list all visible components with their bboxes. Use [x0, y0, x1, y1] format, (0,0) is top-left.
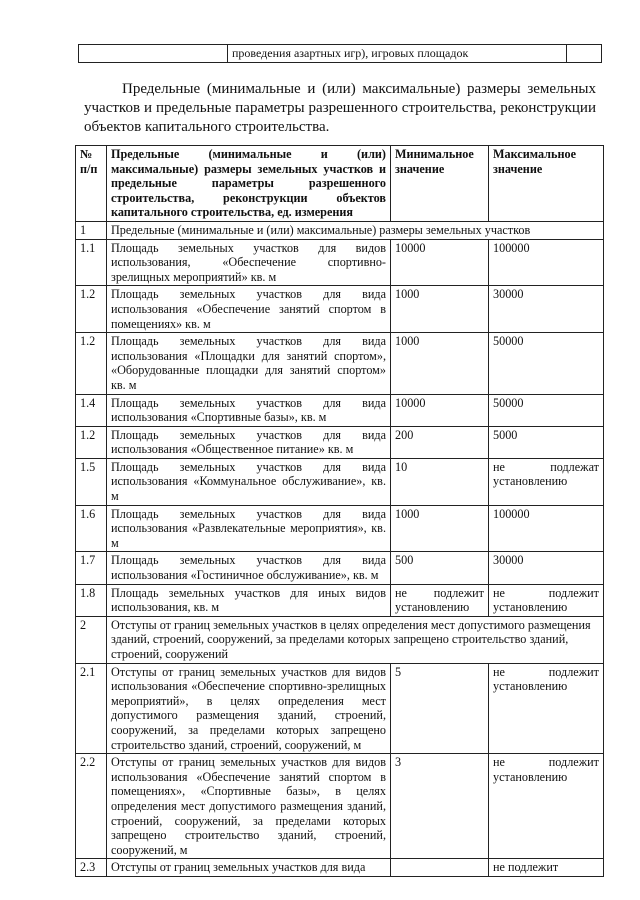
header-max: Максимальное значение — [489, 146, 604, 222]
row-description: Площадь земельных участков для вида использования «Обеспечение занятий спортом в помещениях» кв. м — [107, 286, 391, 333]
row-description: Площадь земельных участков для вида использования «Общественное питание» кв. м — [107, 426, 391, 458]
table-row — [76, 552, 604, 584]
row-max: не подлежит — [489, 859, 604, 877]
table-row — [76, 584, 604, 616]
header-num: № п/п — [76, 146, 107, 222]
row-max: 50000 — [489, 333, 604, 394]
row-section-title: Отступы от границ земельных участков в целях определения мест допустимого размещения зданий, строений, сооружений, за пределами которых запрещено строительство зданий, строений, сооружений — [107, 616, 604, 663]
row-description: Отступы от границ земельных участков для видов использования «Обеспечение спортивно-зрелищных мероприятий», в целях определения мест допустимого размещения зданий, строений, сооружений, за пределами которых запрещено строительство зданий, строений, сооружений, м — [107, 663, 391, 754]
row-min: 3 — [391, 754, 489, 859]
row-section-title: Предельные (минимальные и (или) максимальные) размеры земельных участков — [107, 221, 604, 239]
table-cell-text: проведения азартных игр), игровых площадок — [228, 45, 567, 63]
table-row — [76, 458, 604, 505]
row-max: не подлежат установлению — [489, 458, 604, 505]
row-max: не подлежит установлению — [489, 584, 604, 616]
row-num: 1.2 — [76, 333, 107, 394]
table-cell-empty — [79, 45, 228, 63]
row-min: 10000 — [391, 394, 489, 426]
row-max: 50000 — [489, 394, 604, 426]
row-description: Площадь земельных участков для вида использования «Площадки для занятий спортом», «Оборудованные площадки для занятий спортом» кв. м — [107, 333, 391, 394]
row-num: 1.4 — [76, 394, 107, 426]
row-max: 100000 — [489, 505, 604, 552]
row-description: Отступы от границ земельных участков для видов использования «Обеспечение занятий спортом в помещениях», «Спортивные базы», в целях определения мест допустимого размещения зданий, строений, сооружений, за пределами которых запрещено строительство зданий, строений, сооружений, м — [107, 754, 391, 859]
row-min: 1000 — [391, 286, 489, 333]
row-max: не подлежит установлению — [489, 663, 604, 754]
table-cell-empty — [567, 45, 602, 63]
row-num: 1.7 — [76, 552, 107, 584]
table-row — [76, 333, 604, 394]
row-max: 30000 — [489, 552, 604, 584]
row-description: Площадь земельных участков для иных видов использования, кв. м — [107, 584, 391, 616]
row-max: 5000 — [489, 426, 604, 458]
table-row — [76, 426, 604, 458]
row-min: 500 — [391, 552, 489, 584]
row-min — [391, 859, 489, 877]
header-min: Минимальное значение — [391, 146, 489, 222]
row-num: 2.2 — [76, 754, 107, 859]
row-min: 1000 — [391, 505, 489, 552]
table-row — [76, 286, 604, 333]
row-max: 100000 — [489, 239, 604, 286]
table-row — [76, 616, 604, 663]
intro-paragraph: Предельные (минимальные и (или) максимальные) размеры земельных участков и предельные параметры разрешенного строительства, реконструкции объектов капитального строительства. — [84, 81, 596, 135]
table-row — [76, 394, 604, 426]
table-row — [76, 663, 604, 754]
table-row — [76, 505, 604, 552]
row-num: 1.1 — [76, 239, 107, 286]
row-num: 2 — [76, 616, 107, 663]
table-header-row — [76, 146, 604, 222]
row-max: не подлежит установлению — [489, 754, 604, 859]
table-row — [76, 859, 604, 877]
parameters-table — [75, 145, 604, 877]
row-min: 1000 — [391, 333, 489, 394]
table-row — [79, 45, 602, 63]
row-num: 1 — [76, 221, 107, 239]
header-description: Предельные (минимальные и (или) максимальные) размеры земельных участков и предельные параметры разрешенного строительства, реконструкции объектов капитального строительства, ед. измерения — [107, 146, 391, 222]
row-num: 1.2 — [76, 426, 107, 458]
row-description: Площадь земельных участков для вида использования «Спортивные базы», кв. м — [107, 394, 391, 426]
row-num: 2.3 — [76, 859, 107, 877]
row-num: 2.1 — [76, 663, 107, 754]
row-description: Площадь земельных участков для вида использования «Коммунальное обслуживание», кв. м — [107, 458, 391, 505]
table-row — [76, 754, 604, 859]
row-min: 200 — [391, 426, 489, 458]
row-num: 1.6 — [76, 505, 107, 552]
row-description: Площадь земельных участков для вида использования «Развлекательные мероприятия», кв. м — [107, 505, 391, 552]
row-description: Площадь земельных участков для видов использования, «Обеспечение спортивно-зрелищных мероприятий» кв. м — [107, 239, 391, 286]
row-num: 1.8 — [76, 584, 107, 616]
row-min: 10 — [391, 458, 489, 505]
previous-table-fragment — [78, 44, 602, 63]
row-num: 1.5 — [76, 458, 107, 505]
row-description: Площадь земельных участков для вида использования «Гостиничное обслуживание», кв. м — [107, 552, 391, 584]
row-min: 10000 — [391, 239, 489, 286]
row-num: 1.2 — [76, 286, 107, 333]
table-row — [76, 239, 604, 286]
row-min: не подлежит установлению — [391, 584, 489, 616]
row-max: 30000 — [489, 286, 604, 333]
row-min: 5 — [391, 663, 489, 754]
row-description: Отступы от границ земельных участков для вида — [107, 859, 391, 877]
table-row — [76, 221, 604, 239]
